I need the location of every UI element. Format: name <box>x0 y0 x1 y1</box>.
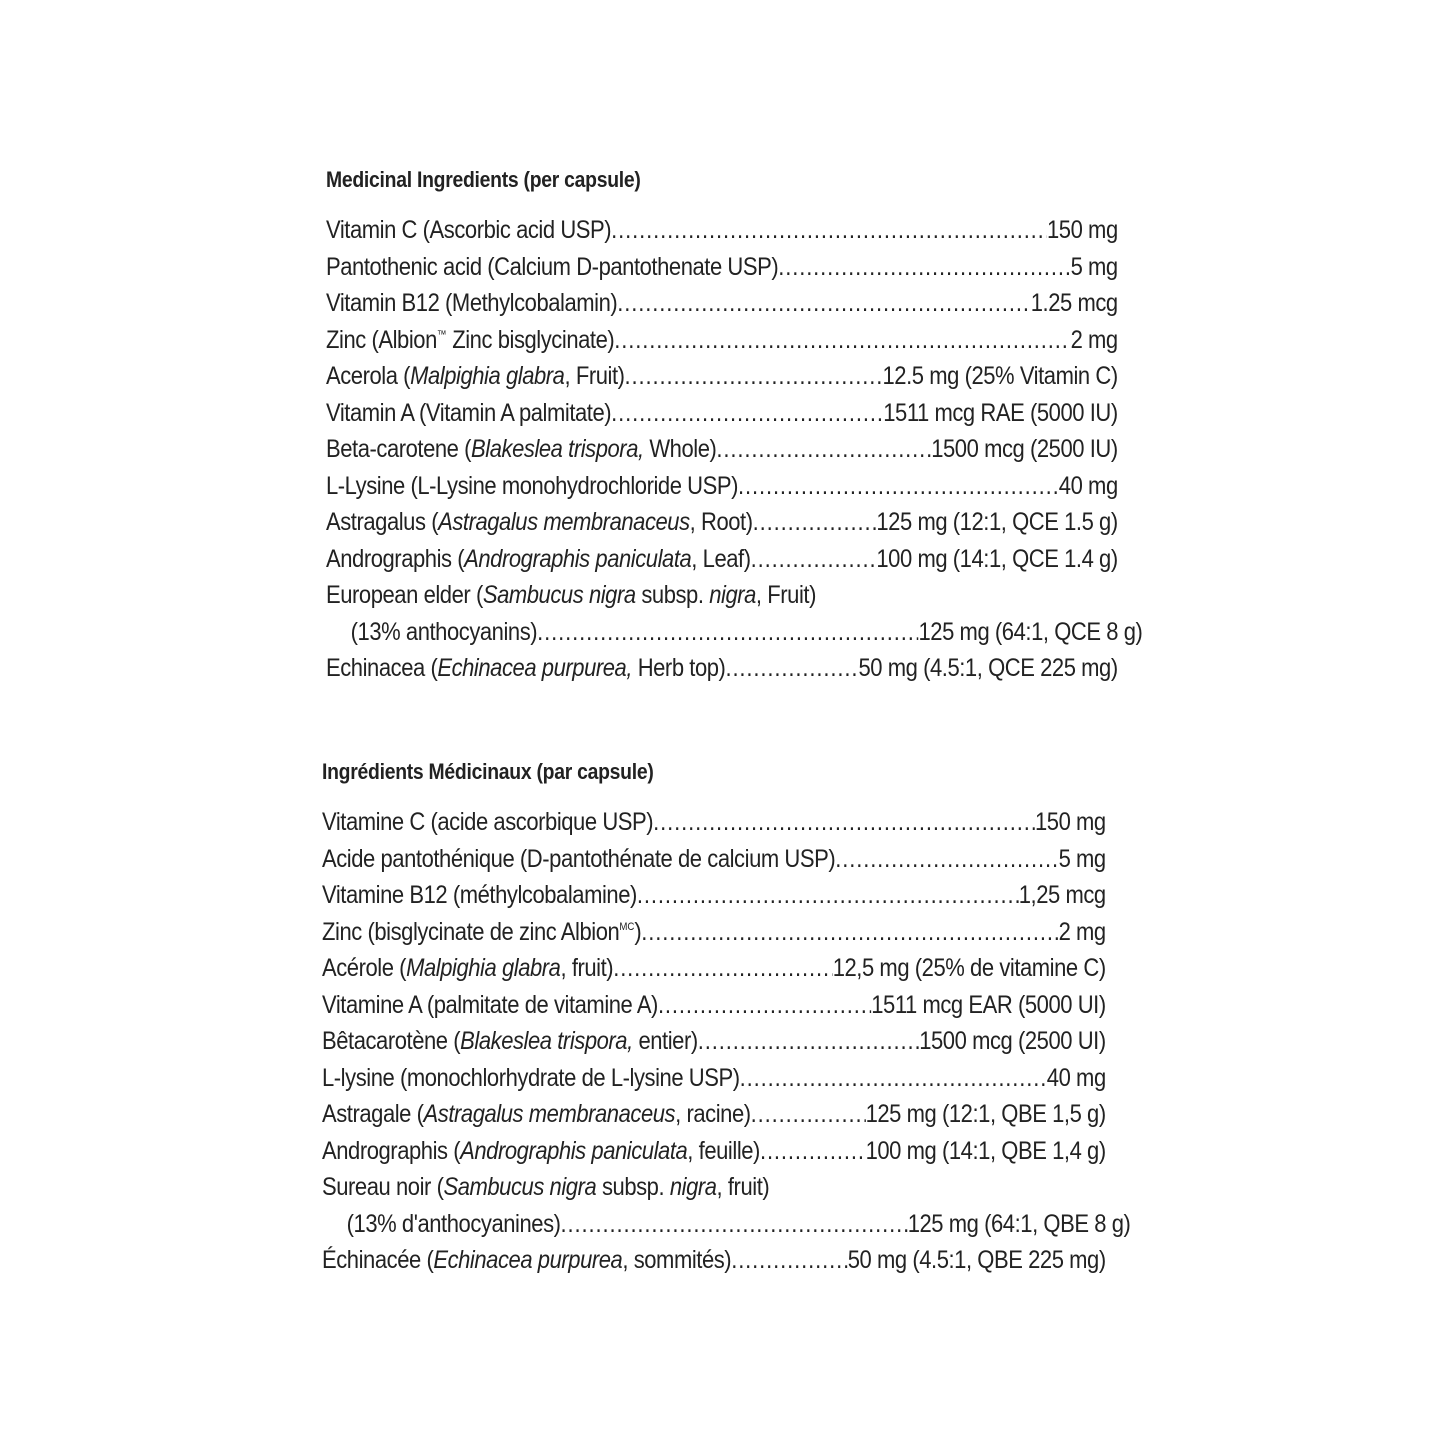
ingredient-amount: 2 mg <box>1058 917 1106 946</box>
ingredient-amount: 12,5 mg (25% de vitamine C) <box>832 954 1106 982</box>
ingredient-text: Zinc bisglycinate) <box>446 325 615 354</box>
ingredient-amount: 125 mg (12:1, QBE 1,5 g) <box>865 1100 1106 1128</box>
ingredient-name <box>326 650 725 687</box>
ingredient-text: , fruit) <box>716 1173 770 1201</box>
dot-leader <box>751 541 877 578</box>
ingredient-text: Andrographis ( <box>322 1136 461 1165</box>
latin-name: Sambucus nigra <box>482 581 636 609</box>
ingredient-row <box>322 877 1106 914</box>
dot-leader <box>637 877 1019 914</box>
dot-leader <box>716 431 931 468</box>
dot-leader <box>658 987 871 1024</box>
dot-leader <box>731 1242 848 1279</box>
ingredient-amount: 50 mg (4.5:1, QCE 225 mg) <box>858 654 1118 682</box>
french-ingredients-section <box>322 757 1131 1279</box>
ingredient-row <box>326 431 1118 468</box>
ingredient-row <box>322 914 1106 951</box>
ingredient-amount: 100 mg (14:1, QBE 1,4 g) <box>865 1136 1106 1165</box>
dot-leader <box>778 249 1070 286</box>
ingredient-name <box>322 1169 769 1206</box>
ingredient-row <box>322 841 1106 878</box>
ingredient-name <box>326 212 611 249</box>
latin-name: nigra <box>669 1173 717 1201</box>
ingredient-text: Zinc (Albion <box>326 325 437 354</box>
ingredient-amount: 150 mg <box>1034 808 1106 836</box>
ingredient-text: Sureau noir ( <box>322 1173 444 1201</box>
ingredient-text: , sommités) <box>622 1246 732 1274</box>
ingredient-text: Vitamine B12 (méthylcobalamine) <box>322 881 637 909</box>
ingredient-name <box>322 950 613 987</box>
ingredient-text: , Leaf) <box>691 544 751 573</box>
dot-leader <box>613 950 833 987</box>
ingredient-amount: 12.5 mg (25% Vitamin C) <box>882 362 1118 390</box>
ingredient-row <box>322 1096 1106 1133</box>
ingredient-text: Pantothenic acid (Calcium D-pantothenate USP) <box>326 252 779 281</box>
ingredient-name <box>322 841 835 878</box>
latin-name: Andrographis paniculata <box>464 544 692 573</box>
ingredient-row <box>326 650 1118 687</box>
dot-leader <box>641 914 1058 951</box>
ingredient-text: Astragale ( <box>322 1100 424 1128</box>
dot-leader <box>753 504 877 541</box>
ingredient-amount: 40 mg <box>1046 1063 1106 1092</box>
dot-leader <box>751 1096 866 1133</box>
ingredient-row <box>322 1169 1106 1206</box>
ingredient-amount: 150 mg <box>1046 216 1118 244</box>
ingredient-amount: 50 mg (4.5:1, QBE 225 mg) <box>847 1246 1106 1274</box>
ingredient-text: Astragalus ( <box>326 508 439 536</box>
ingredient-amount: 40 mg <box>1058 471 1118 500</box>
ingredient-amount: 2 mg <box>1070 325 1118 354</box>
ingredient-row <box>326 577 1118 614</box>
ingredient-name <box>326 504 753 541</box>
ingredient-text: Echinacea ( <box>326 654 438 682</box>
ingredient-amount: 100 mg (14:1, QCE 1.4 g) <box>876 544 1118 573</box>
dot-leader <box>611 212 1047 249</box>
ingredient-text: , Fruit) <box>564 362 625 390</box>
english-section-heading: Medicinal Ingredients (per capsule) <box>326 167 641 192</box>
dot-leader <box>835 841 1058 878</box>
ingredient-row <box>326 614 1142 651</box>
latin-name: Andrographis paniculata <box>460 1136 688 1165</box>
ingredient-amount: 1511 mcg EAR (5000 UI) <box>871 990 1106 1019</box>
ingredient-text: Vitamine A (palmitate de vitamine A) <box>322 990 658 1019</box>
ingredient-name <box>322 987 658 1024</box>
ingredient-text: Whole) <box>643 435 717 463</box>
ingredient-row <box>326 249 1118 286</box>
ingredient-text: Vitamin C (Ascorbic acid USP) <box>326 216 612 244</box>
ingredient-row <box>322 1060 1106 1097</box>
ingredient-row <box>326 468 1118 505</box>
ingredient-row <box>326 322 1118 359</box>
ingredient-amount: 125 mg (64:1, QBE 8 g) <box>907 1209 1131 1238</box>
ingredient-name <box>326 285 617 322</box>
ingredient-text: Beta-carotene ( <box>326 435 472 463</box>
dot-leader <box>537 614 918 651</box>
ingredient-row <box>326 504 1118 541</box>
ingredient-row <box>326 395 1118 432</box>
ingredient-text: , Fruit) <box>755 581 816 609</box>
ingredient-name <box>326 322 614 359</box>
ingredient-text: Échinacée ( <box>322 1246 434 1274</box>
french-section-heading: Ingrédients Médicinaux (par capsule) <box>322 759 654 784</box>
ingredient-amount: 1500 mcg (2500 UI) <box>919 1027 1106 1055</box>
latin-name: Sambucus nigra <box>443 1173 597 1201</box>
ingredient-name <box>351 614 538 651</box>
dot-leader <box>611 395 883 432</box>
ingredient-amount: 1511 mcg RAE (5000 IU) <box>883 398 1118 427</box>
ingredient-name <box>322 804 653 841</box>
dot-leader <box>738 468 1059 505</box>
dot-leader <box>760 1133 866 1170</box>
ingredient-row <box>326 358 1118 395</box>
ingredient-row <box>322 1242 1106 1279</box>
latin-name: Echinacea purpurea, <box>437 654 633 682</box>
ingredient-text: ) <box>634 917 642 946</box>
dot-leader <box>625 358 883 395</box>
ingredient-text: subsp. <box>635 581 710 609</box>
dot-leader <box>614 322 1070 359</box>
ingredient-name <box>326 395 611 432</box>
ingredient-text: L-lysine (monochlorhydrate de L-lysine USP) <box>322 1063 740 1092</box>
ingredient-text: , fruit) <box>560 954 614 982</box>
ingredient-name <box>326 577 816 614</box>
ingredient-name <box>322 1023 698 1060</box>
ingredient-text: , racine) <box>675 1100 751 1128</box>
ingredient-name <box>322 1096 751 1133</box>
latin-name: Blakeslea trispora, <box>460 1027 633 1055</box>
ingredient-name <box>326 358 625 395</box>
ingredient-amount: 125 mg (64:1, QCE 8 g) <box>918 617 1143 646</box>
latin-name: Malpighia glabra <box>410 362 565 390</box>
ingredient-name <box>322 1133 760 1170</box>
dot-leader <box>698 1023 919 1060</box>
ingredient-amount: 1500 mcg (2500 IU) <box>931 435 1118 463</box>
ingredient-amount: 125 mg (12:1, QCE 1.5 g) <box>876 508 1118 536</box>
latin-name: Malpighia glabra <box>406 954 561 982</box>
ingredient-text: (13% d'anthocyanines) <box>346 1209 561 1238</box>
ingredient-text: Herb top) <box>632 654 726 682</box>
dot-leader <box>725 650 858 687</box>
ingredient-amount: 1,25 mcg <box>1018 881 1106 909</box>
ingredient-row <box>322 804 1106 841</box>
ingredient-text: , Root) <box>689 508 753 536</box>
ingredient-name <box>326 541 751 578</box>
ingredient-text: subsp. <box>596 1173 670 1201</box>
ingredient-text: Andrographis ( <box>326 544 465 573</box>
ingredient-row <box>326 212 1118 249</box>
dot-leader <box>617 285 1030 322</box>
ingredient-row <box>322 1206 1130 1243</box>
ingredient-text: (13% anthocyanins) <box>350 617 538 646</box>
latin-name: Echinacea purpurea <box>433 1246 623 1274</box>
ingredient-name <box>326 431 716 468</box>
trademark-superscript: ™ <box>436 328 447 341</box>
ingredient-text: Acerola ( <box>326 362 411 390</box>
ingredient-name <box>347 1206 561 1243</box>
ingredient-text: Bêtacarotène ( <box>322 1027 461 1055</box>
ingredient-text: , feuille) <box>687 1136 760 1165</box>
ingredient-text: Acérole ( <box>322 954 407 982</box>
ingredient-row <box>322 987 1106 1024</box>
ingredient-name <box>326 249 778 286</box>
latin-name: nigra <box>709 581 756 609</box>
ingredient-name <box>322 877 637 914</box>
ingredient-name <box>322 1242 731 1279</box>
ingredient-text: L-Lysine (L-Lysine monohydrochloride USP) <box>326 471 738 500</box>
ingredient-name <box>322 914 641 951</box>
english-ingredient-list <box>326 212 1143 687</box>
dot-leader <box>561 1206 908 1243</box>
latin-name: Astragalus membranaceus <box>438 508 690 536</box>
ingredient-text: European elder ( <box>326 581 483 609</box>
latin-name: Astragalus membranaceus <box>423 1100 676 1128</box>
ingredient-text: Vitamine C (acide ascorbique USP) <box>322 808 654 836</box>
ingredient-amount: 5 mg <box>1058 844 1106 873</box>
ingredient-row <box>326 285 1118 322</box>
ingredient-row <box>322 1023 1106 1060</box>
ingredient-row <box>322 1133 1106 1170</box>
ingredient-name <box>326 468 738 505</box>
ingredient-amount: 1.25 mcg <box>1030 289 1118 317</box>
french-ingredient-list <box>322 804 1131 1279</box>
trademark-superscript: MC <box>619 920 635 933</box>
ingredient-text: Zinc (bisglycinate de zinc Albion <box>322 917 620 946</box>
latin-name: Blakeslea trispora, <box>471 435 644 463</box>
ingredient-name <box>322 1060 740 1097</box>
ingredient-text: Vitamin A (Vitamin A palmitate) <box>326 398 612 427</box>
ingredient-text: Acide pantothénique (D-pantothénate de calcium USP) <box>322 844 836 873</box>
ingredient-row <box>322 950 1106 987</box>
ingredient-text: entier) <box>632 1027 698 1055</box>
ingredient-text: Vitamin B12 (Methylcobalamin) <box>326 289 618 317</box>
dot-leader <box>653 804 1035 841</box>
ingredient-amount: 5 mg <box>1070 252 1118 281</box>
ingredient-row <box>326 541 1118 578</box>
english-ingredients-section <box>326 165 1143 687</box>
dot-leader <box>740 1060 1047 1097</box>
